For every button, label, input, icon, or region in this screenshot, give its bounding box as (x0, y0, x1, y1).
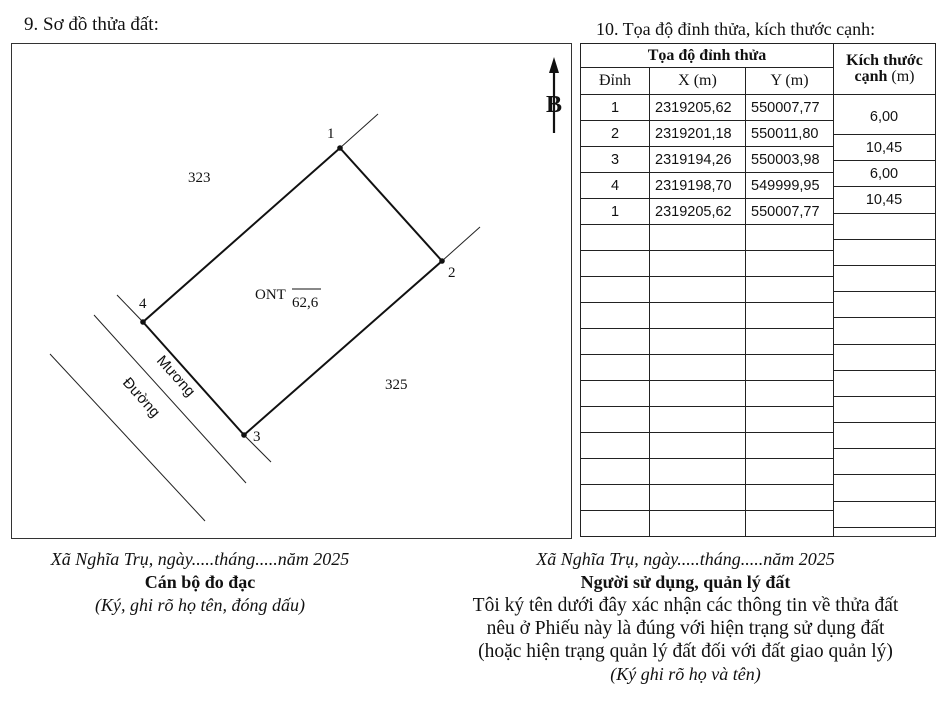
cell-x: 2319198,70 (650, 173, 746, 199)
land-use-code: ONT (255, 287, 286, 303)
signer-role: Cán bộ đo đạc (144, 572, 256, 592)
place-date: Xã Nghĩa Trụ, ngày.....tháng.....năm 2025 (50, 549, 350, 569)
header-coordinates: Tọa độ đỉnh thửa (581, 44, 834, 68)
signer-role: Người sử dụng, quản lý đất (580, 572, 791, 592)
edge-cell-empty (833, 423, 935, 449)
signature-note: (Ký, ghi rõ họ tên, đóng dấu) (95, 595, 305, 615)
cell-y: 550011,80 (746, 121, 834, 147)
vertex-point (337, 145, 343, 151)
header-edge-length: Kích thước cạnh (m) (834, 44, 936, 95)
edge-cell-empty (833, 345, 935, 371)
cell-x: 2319201,18 (650, 121, 746, 147)
canal-label: Mương (153, 352, 199, 401)
cell-x: 2319205,62 (650, 199, 746, 225)
vertex-label: 2 (448, 265, 456, 281)
neighbor-parcel-323: 323 (188, 170, 211, 186)
neighbor-parcel-325: 325 (385, 377, 408, 393)
cell-vertex: 1 (581, 95, 650, 121)
edge-cell-empty (833, 318, 935, 344)
edge-cell-empty (833, 475, 935, 501)
north-label: B (545, 92, 563, 118)
vertex-point (241, 432, 247, 438)
header-vertex: Đỉnh (581, 68, 650, 95)
edge-cell-empty (833, 240, 935, 266)
signature-note: (Ký ghi rõ họ và tên) (610, 664, 761, 684)
cell-x: 2319194,26 (650, 147, 746, 173)
confirmation-line-1: Tôi ký tên dưới đây xác nhận các thông tin về thửa đất (472, 595, 899, 616)
edge-cell-empty (833, 266, 935, 292)
edge-cell-empty (833, 214, 935, 240)
edge-cell-empty (833, 371, 935, 397)
section9-title: 9. Sơ đồ thửa đất: (24, 14, 159, 35)
edge-length-column (833, 95, 935, 528)
edge-cell-empty (833, 449, 935, 475)
vertex-label: 1 (327, 126, 335, 142)
cell-y: 550007,77 (746, 199, 834, 225)
edge-cell-empty (833, 502, 935, 528)
edge-cell: 10,45 (833, 135, 935, 161)
header-x: X (m) (650, 68, 746, 95)
confirmation-line-2: nêu ở Phiếu này là đúng với hiện trạng sử dụng đất (486, 618, 885, 639)
edge-cell: 6,00 (833, 95, 935, 135)
cell-y: 549999,95 (746, 173, 834, 199)
header-y: Y (m) (746, 68, 834, 95)
place-date: Xã Nghĩa Trụ, ngày.....tháng.....năm 2025 (536, 549, 835, 569)
cell-vertex: 3 (581, 147, 650, 173)
parcel-diagram (11, 43, 572, 539)
landuser-signature-block (430, 548, 941, 686)
vertex-label: 3 (253, 429, 261, 445)
cell-vertex: 4 (581, 173, 650, 199)
vertex-point (439, 258, 445, 264)
edge-cell-empty (833, 292, 935, 318)
cell-vertex: 1 (581, 199, 650, 225)
edge-cell: 10,45 (833, 187, 935, 213)
north-arrow-icon (546, 57, 562, 133)
cell-y: 550003,98 (746, 147, 834, 173)
confirmation-line-3: (hoặc hiện trạng quản lý đất đối với đất giao quản lý) (478, 641, 893, 662)
cell-x: 2319205,62 (650, 95, 746, 121)
road-label: Đường (119, 374, 164, 421)
edge-cell: 6,00 (833, 161, 935, 187)
cell-vertex: 2 (581, 121, 650, 147)
parcel-area: 62,6 (292, 295, 319, 311)
canal-line (94, 315, 246, 483)
vertex-label: 4 (139, 296, 147, 312)
edge-cell-empty (833, 397, 935, 423)
surveyor-signature-block (0, 548, 400, 617)
cell-y: 550007,77 (746, 95, 834, 121)
section10-title: 10. Tọa độ đỉnh thửa, kích thước cạnh: (596, 19, 876, 39)
vertex-point (140, 319, 146, 325)
